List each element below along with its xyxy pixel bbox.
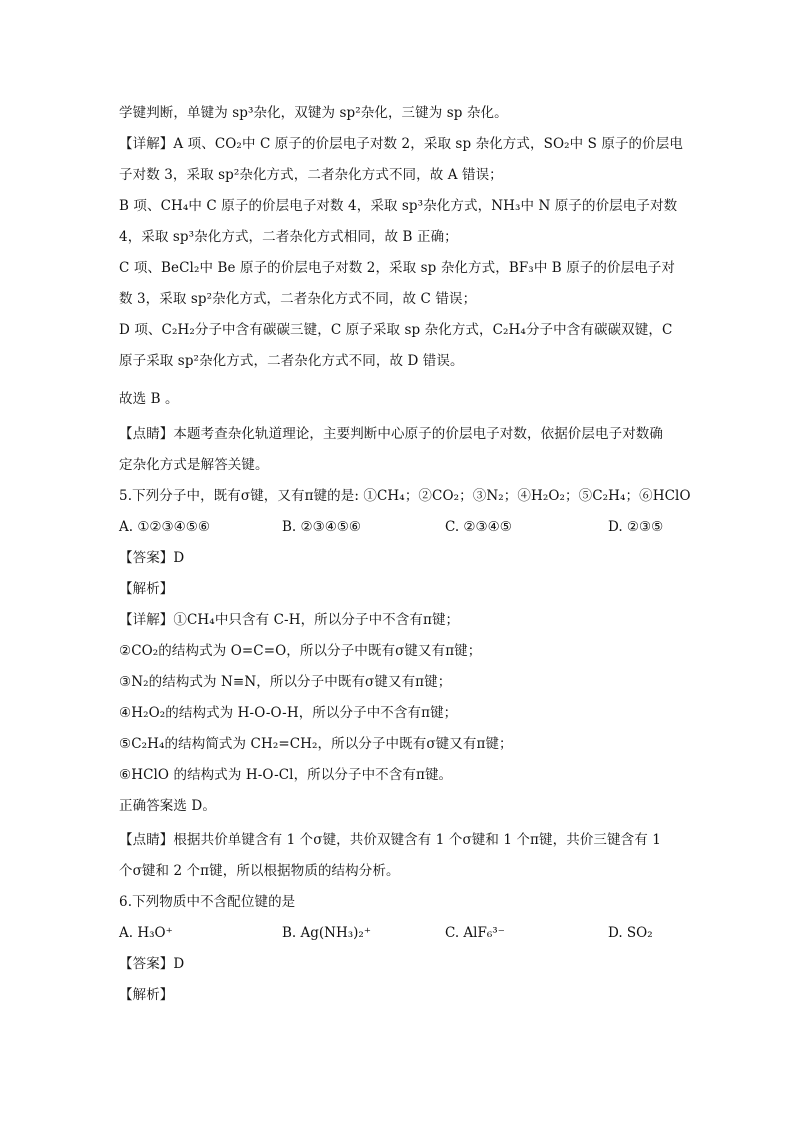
q6-option-a: A. H₃O⁺: [119, 925, 173, 941]
text-line: 定杂化方式是解答关键。: [119, 457, 269, 473]
text-line: 【点睛】本题考查杂化轨道理论，主要判断中心原子的价层电子对数，依据价层电子对数确: [119, 426, 663, 442]
q5-option-a: A. ①②③④⑤⑥: [119, 519, 210, 535]
text-line: 4，采取 sp³杂化方式，二者杂化方式相同，故 B 正确；: [119, 229, 458, 245]
text-line: 【详解】A 项、CO₂中 C 原子的价层电子对数 2，采取 sp 杂化方式，SO₂中 S 原子的价层电: [119, 136, 683, 152]
text-line: B 项、CH₄中 C 原子的价层电子对数 4，采取 sp³杂化方式，NH₃中 N 原子的价层电子对数: [119, 198, 678, 214]
analysis-heading: 【解析】: [119, 987, 174, 1003]
q6-option-b: B. Ag(NH₃)₂⁺: [282, 925, 371, 941]
text-line: ④H₂O₂的结构式为 H-O-O-H，所以分子中不含有π键；: [119, 705, 458, 721]
text-line: 故选 B 。: [119, 391, 179, 407]
text-line: ②CO₂的结构式为 O=C=O，所以分子中既有σ键又有π键；: [119, 643, 482, 659]
text-line: ③N₂的结构式为 N≡N，所以分子中既有σ键又有π键；: [119, 674, 452, 690]
text-line: ⑤C₂H₄的结构简式为 CH₂=CH₂，所以分子中既有σ键又有π键；: [119, 736, 513, 752]
text-line: 个σ键和 2 个π键，所以根据物质的结构分析。: [119, 863, 400, 879]
q5-option-b: B. ②③④⑤⑥: [282, 519, 362, 535]
text-line: 子对数 3，采取 sp²杂化方式，二者杂化方式不同，故 A 错误；: [119, 167, 503, 183]
question-5: 5.下列分子中，既有σ键，又有π键的是: ①CH₄；②CO₂；③N₂；④H₂O₂；⑤C₂H₄；⑥HClO: [119, 488, 691, 504]
text-line: C 项、BeCl₂中 Be 原子的价层电子对数 2，采取 sp 杂化方式，BF₃中 B 原子的价层电子对: [119, 260, 676, 276]
q6-option-c: C. AlF₆³⁻: [445, 925, 505, 941]
text-line: 【点睛】根据共价单键含有 1 个σ键，共价双键含有 1 个σ键和 1 个π键，共价三键含有 1: [119, 832, 661, 848]
text-line: 正确答案选 D。: [119, 798, 216, 814]
question-6: 6.下列物质中不含配位键的是: [119, 894, 296, 910]
text-line: 【详解】①CH₄中只含有 C-H，所以分子中不含有π键；: [119, 612, 460, 628]
q6-option-d: D. SO₂: [608, 925, 653, 941]
q5-option-d: D. ②③⑤: [608, 519, 664, 535]
answer-line: 【答案】D: [119, 550, 185, 566]
text-line: ⑥HClO 的结构式为 H-O-Cl，所以分子中不含有π键。: [119, 767, 453, 783]
text-line: D 项、C₂H₂分子中含有碳碳三键，C 原子采取 sp 杂化方式，C₂H₄分子中含有碳碳双键，C: [119, 322, 673, 338]
text-line: 数 3，采取 sp²杂化方式，二者杂化方式不同，故 C 错误；: [119, 291, 477, 307]
q5-option-c: C. ②③④⑤: [445, 519, 512, 535]
analysis-heading: 【解析】: [119, 581, 174, 597]
text-line: 学键判断，单键为 sp³杂化，双键为 sp²杂化，三键为 sp 杂化。: [119, 105, 508, 121]
text-line: 原子采取 sp²杂化方式，二者杂化方式不同，故 D 错误。: [119, 353, 464, 369]
answer-line: 【答案】D: [119, 956, 185, 972]
